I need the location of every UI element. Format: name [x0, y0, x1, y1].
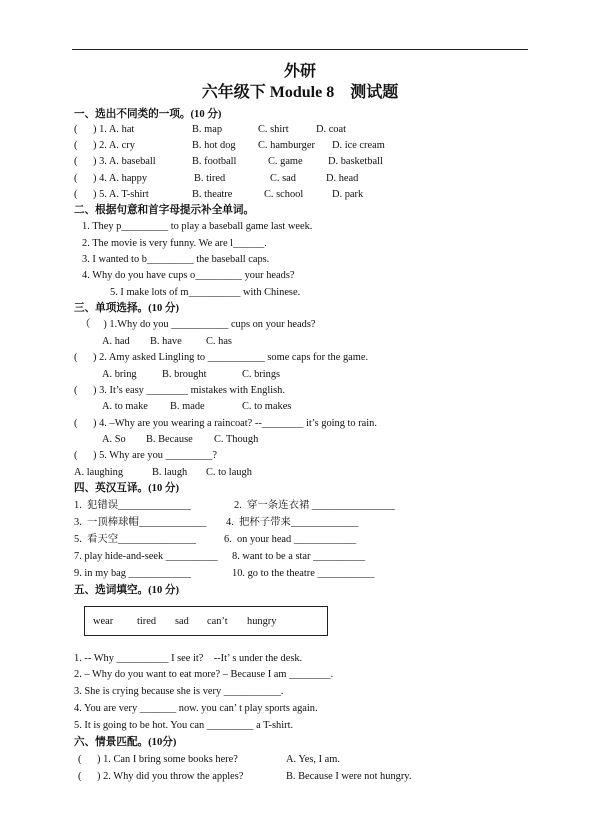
option-c: C. game	[268, 156, 303, 167]
option-b: B. tired	[194, 173, 226, 184]
option-d: D. head	[326, 173, 359, 184]
section1-heading: 一、选出不同类的一项。(10 分)	[74, 109, 222, 120]
section2-item-4: 4. Why do you have cups o_________ your heads?	[82, 270, 295, 281]
option-c: C. Though	[214, 434, 259, 445]
match-question: ( ) 1. Can I bring some books here?	[78, 754, 238, 765]
section2-item-1: 1. They p_________ to play a baseball game last week.	[82, 221, 313, 232]
option-b: B. brought	[162, 369, 207, 380]
item-number-option-a: ( ) 3. A. baseball	[74, 156, 156, 167]
match-question: ( ) 2. Why did you throw the apples?	[78, 771, 244, 782]
option-a: A. had	[102, 336, 130, 347]
translation-item: 1. 犯错误______________	[74, 500, 191, 511]
option-c: C. school	[264, 189, 304, 200]
option-c: C. hamburger	[258, 140, 315, 151]
option-b: B. theatre	[192, 189, 233, 200]
section5-item-2: 2. – Why do you want to eat more? – Because I am ________.	[74, 669, 334, 680]
translation-item: 6. on your head ____________	[224, 534, 357, 545]
section3-question-1: （ ) 1.Why do you ___________ cups on your heads?	[80, 319, 316, 330]
word-bank-word: hungry	[247, 616, 277, 627]
section6-heading: 六、情景匹配。(10分)	[74, 737, 177, 748]
match-answer: A. Yes, I am.	[286, 754, 340, 765]
option-c: C. sad	[270, 173, 296, 184]
section3-question-3: ( ) 3. It’s easy ________ mistakes with English.	[74, 385, 285, 396]
word-bank-word: can’t	[207, 616, 228, 627]
section5-item-4: 4. You are very _______ now. you can’ t play sports again.	[74, 703, 318, 714]
item-number-option-a: ( ) 2. A. cry	[74, 140, 135, 151]
word-bank-box	[84, 606, 328, 636]
translation-item: 9. in my bag ____________	[74, 568, 191, 579]
section5-heading: 五、选词填空。(10 分)	[74, 585, 180, 596]
option-c: C. has	[206, 336, 232, 347]
section2-item-3: 3. I wanted to b_________ the baseball caps.	[82, 254, 270, 265]
translation-item: 7. play hide-and-seek __________	[74, 551, 218, 562]
translation-item: 3. 一顶棒球帽_____________	[74, 517, 207, 528]
option-a: A. So	[102, 434, 126, 445]
option-d: D. ice cream	[332, 140, 385, 151]
section3-question-2: ( ) 2. Amy asked Lingling to ___________ some caps for the game.	[74, 352, 369, 363]
top-rule	[72, 49, 528, 50]
option-b: B. made	[170, 401, 205, 412]
item-number-option-a: ( ) 5. A. T-shirt	[74, 189, 149, 200]
section3-question-4: ( ) 4. –Why are you wearing a raincoat? --________ it’s going to rain.	[74, 418, 377, 429]
section2-item-2: 2. The movie is very funny. We are l______.	[82, 238, 267, 249]
item-number-option-a: ( ) 4. A. happy	[74, 173, 148, 184]
option-a: A. bring	[102, 369, 137, 380]
translation-item: 5. 看天空_______________	[74, 534, 197, 545]
section5-item-3: 3. She is crying because she is very ___________.	[74, 686, 284, 697]
option-b: B. hot dog	[192, 140, 236, 151]
section2-item-5: 5. I make lots of m__________ with Chinese.	[110, 287, 301, 298]
option-b: B. football	[192, 156, 237, 167]
option-d: D. coat	[316, 124, 347, 135]
section3-heading: 三、单项选择。(10 分)	[74, 303, 180, 314]
option-c: C. brings	[242, 369, 281, 380]
item-number-option-a: ( ) 1. A. hat	[74, 124, 135, 135]
section5-item-5: 5. It is going to be hot. You can _________ a T-shirt.	[74, 720, 294, 731]
option-c: C. shirt	[258, 124, 289, 135]
match-answer: B. Because I were not hungry.	[286, 771, 412, 782]
translation-item: 4. 把杯子带来_____________	[226, 517, 359, 528]
section2-heading: 二、根据句意和首字母提示补全单词。	[74, 205, 255, 216]
word-bank-word: tired	[137, 616, 157, 627]
translation-item: 10. go to the theatre ___________	[232, 568, 375, 579]
word-bank-word: wear	[93, 616, 114, 627]
option-d: D. basketball	[328, 156, 383, 167]
section3-question-5: ( ) 5. Why are you _________?	[74, 450, 217, 461]
option-b: B. have	[150, 336, 182, 347]
option-c: C. to makes	[242, 401, 292, 412]
option-d: D. park	[332, 189, 364, 200]
option-a: A. to make	[102, 401, 148, 412]
page-title: 外研	[283, 63, 316, 80]
option-a: A. laughing	[74, 467, 124, 478]
page-subtitle: 六年级下 Module 8 测试题	[201, 84, 399, 101]
option-b: B. Because	[146, 434, 193, 445]
translation-item: 8. want to be a star __________	[232, 551, 366, 562]
section5-item-1: 1. -- Why __________ I see it? --It’ s under the desk.	[74, 653, 303, 664]
translation-item: 2. 穿一条连衣裙 ________________	[234, 500, 396, 511]
option-c: C. to laugh	[206, 467, 252, 478]
option-b: B. map	[192, 124, 223, 135]
word-bank-word: sad	[175, 616, 189, 627]
section4-heading: 四、英汉互译。(10 分)	[74, 483, 180, 494]
option-b: B. laugh	[152, 467, 188, 478]
